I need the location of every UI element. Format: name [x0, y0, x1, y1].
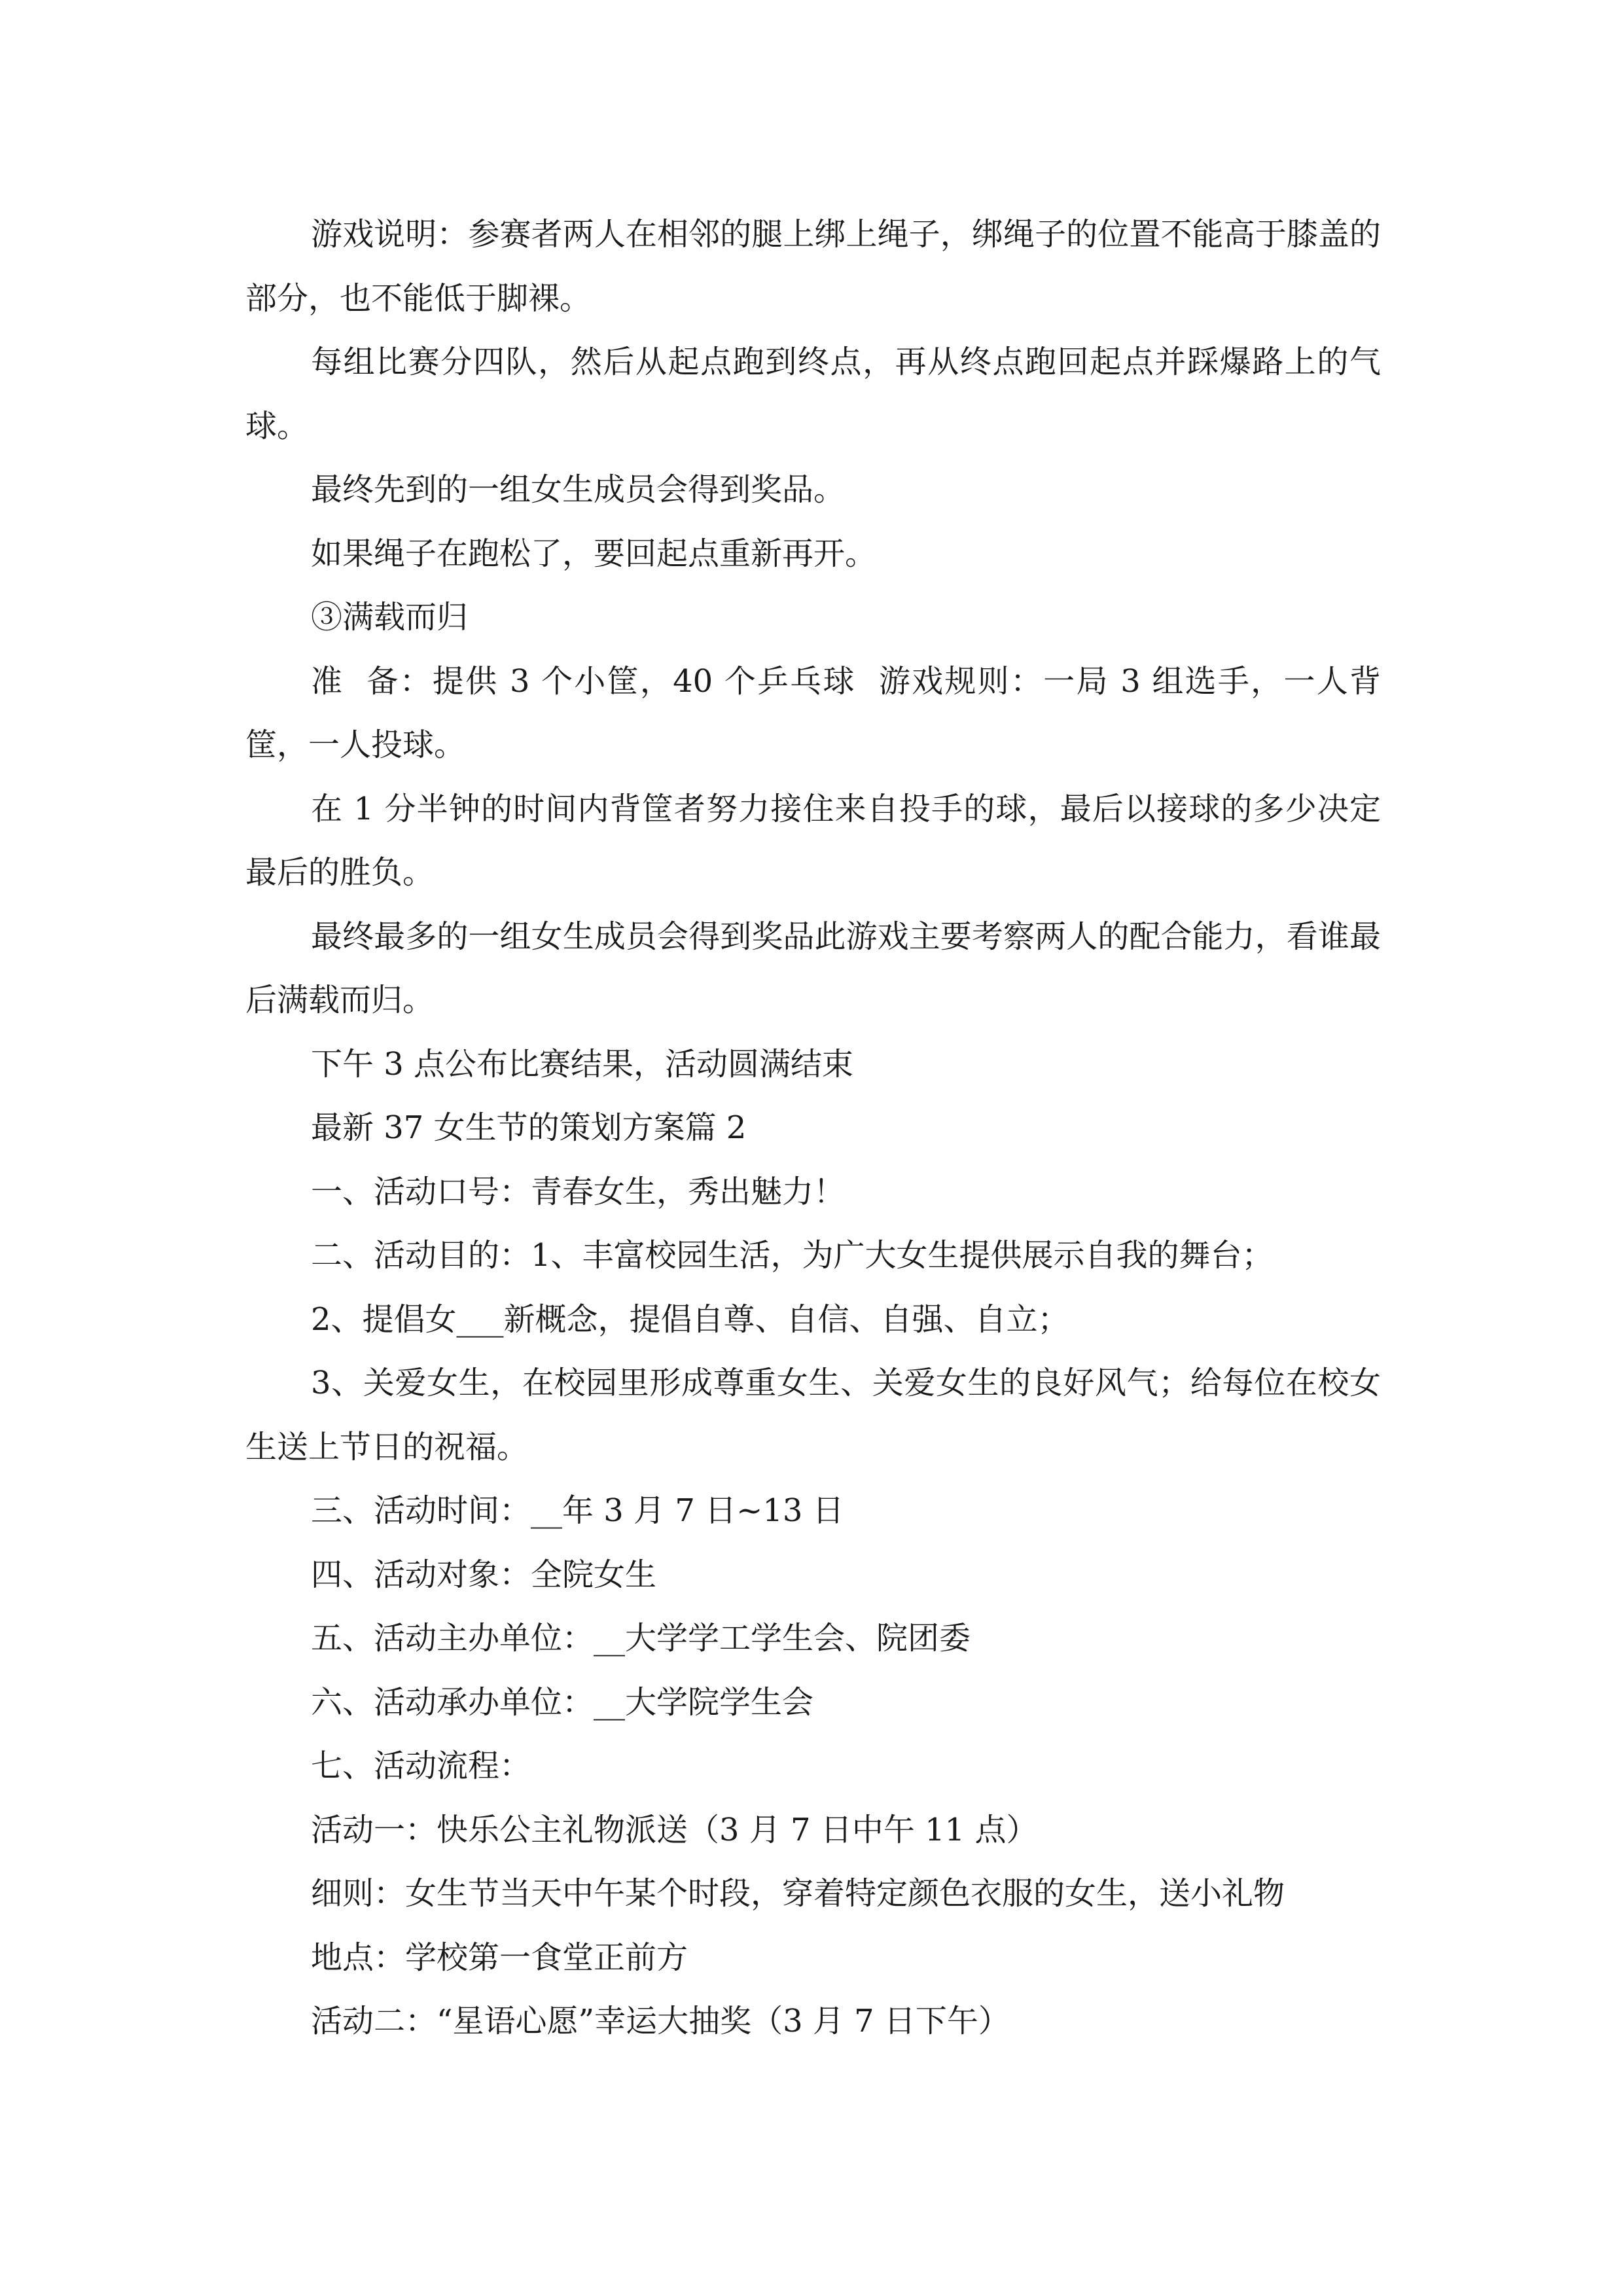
paragraph: 在 1 分半钟的时间内背筐者努力接住来自投手的球，最后以接球的多少决定最后的胜负。: [245, 790, 1381, 891]
paragraph: 如果绳子在跑松了，要回起点重新再开。: [311, 535, 877, 572]
paragraph: 细则：女生节当天中午某个时段，穿着特定颜色衣服的女生，送小礼物: [311, 1875, 1285, 1912]
paragraph: 六、活动承办单位：__大学院学生会: [311, 1683, 814, 1721]
paragraph: 三、活动时间：__年 3 月 7 日~13 日: [311, 1492, 844, 1529]
paragraph: 准 备：提供 3 个小筐，40 个乒乓球 游戏规则：一局 3 组选手，一人背筐，一人投球。: [245, 662, 1381, 763]
paragraph: 最终先到的一组女生成员会得到奖品。: [311, 471, 846, 508]
paragraph: 四、活动对象：全院女生: [311, 1556, 657, 1593]
paragraph: 2、提倡女___新概念，提倡自尊、自信、自强、自立；: [311, 1300, 1069, 1338]
paragraph: 七、活动流程：: [311, 1748, 531, 1784]
paragraph: 活动二：“星语心愿”幸运大抽奖（3 月 7 日下午）: [311, 2003, 1010, 2039]
paragraph: 五、活动主办单位：__大学学工学生会、院团委: [311, 1620, 971, 1657]
paragraph: 每组比赛分四队，然后从起点跑到终点，再从终点跑回起点并踩爆路上的气球。: [245, 344, 1381, 444]
paragraph: 最终最多的一组女生成员会得到奖品此游戏主要考察两人的配合能力，看谁最后满载而归。: [245, 918, 1381, 1018]
paragraph: 二、活动目的：1、丰富校园生活，为广大女生提供展示自我的舞台；: [311, 1237, 1274, 1274]
document-body: [245, 203, 1381, 2054]
section-heading: ③满载而归: [311, 599, 469, 636]
paragraph: 地点：学校第一食堂正前方: [311, 1939, 688, 1976]
paragraph: 一、活动口号：青春女生，秀出魅力！: [311, 1173, 846, 1210]
paragraph: 游戏说明：参赛者两人在相邻的腿上绑上绳子，绑绳子的位置不能高于膝盖的部分，也不能低于脚裸。: [245, 216, 1381, 317]
paragraph: 活动一：快乐公主礼物派送（3 月 7 日中午 11 点）: [311, 1811, 1038, 1848]
paragraph: 3、关爱女生，在校园里形成尊重女生、关爱女生的良好风气；给每位在校女生送上节日的祝福。: [245, 1365, 1381, 1465]
section-title: 最新 37 女生节的策划方案篇 2: [311, 1109, 747, 1146]
paragraph: 下午 3 点公布比赛结果，活动圆满结束: [311, 1045, 854, 1083]
